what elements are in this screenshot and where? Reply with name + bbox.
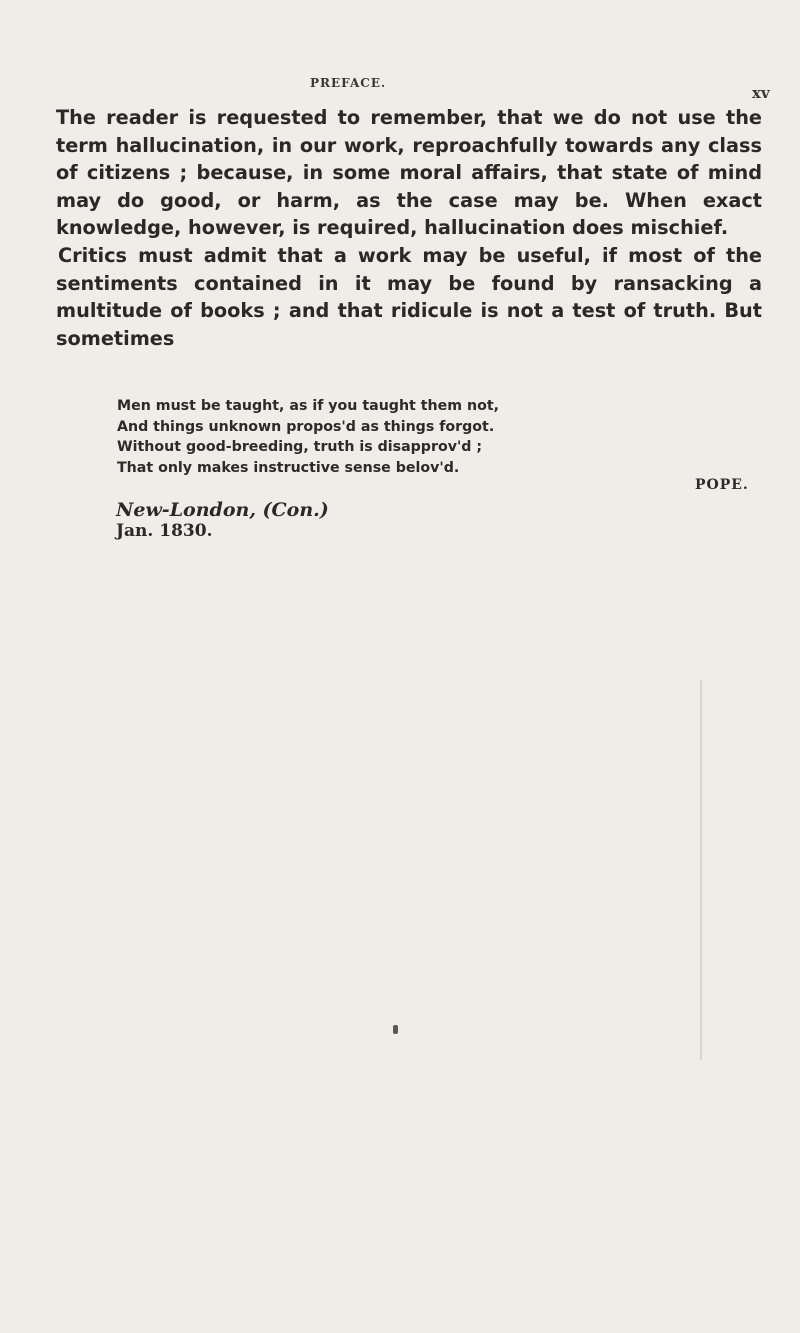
signature-date: Jan. 1830. xyxy=(116,521,213,541)
quotation-line-3: Without good-breeding, truth is disapprov'd ; xyxy=(117,439,483,456)
running-head: PREFACE. xyxy=(310,76,387,90)
page-number: xv xyxy=(752,84,770,102)
quotation-author: POPE. xyxy=(695,477,749,493)
paragraph-1: The reader is requested to remember, that we do not use the term hallucination, in our work, reproachfully towards any class of citizens ; because, in some moral affairs, that state of mind may do good, or harm, as the case may be. When exact knowledge, however, is required, hallucination does mischief. xyxy=(56,106,762,240)
paragraph-2: Critics must admit that a work may be useful, if most of the sentiments contained in it may be found by ransacking a multitude of books ; and that ridicule is not a test of truth. But sometimes xyxy=(56,243,762,350)
preface-body xyxy=(56,104,762,352)
paper-crease xyxy=(700,680,702,1060)
quotation-line-4: That only makes instructive sense belov'd. xyxy=(117,459,460,476)
signature-place: New-London, (Con.) xyxy=(116,499,329,521)
quotation-line-1: Men must be taught, as if you taught them not, xyxy=(117,398,500,414)
quotation-line-2: And things unknown propos'd as things forgot. xyxy=(117,418,495,435)
ink-speck xyxy=(393,1025,398,1034)
quotation-block xyxy=(117,396,637,478)
